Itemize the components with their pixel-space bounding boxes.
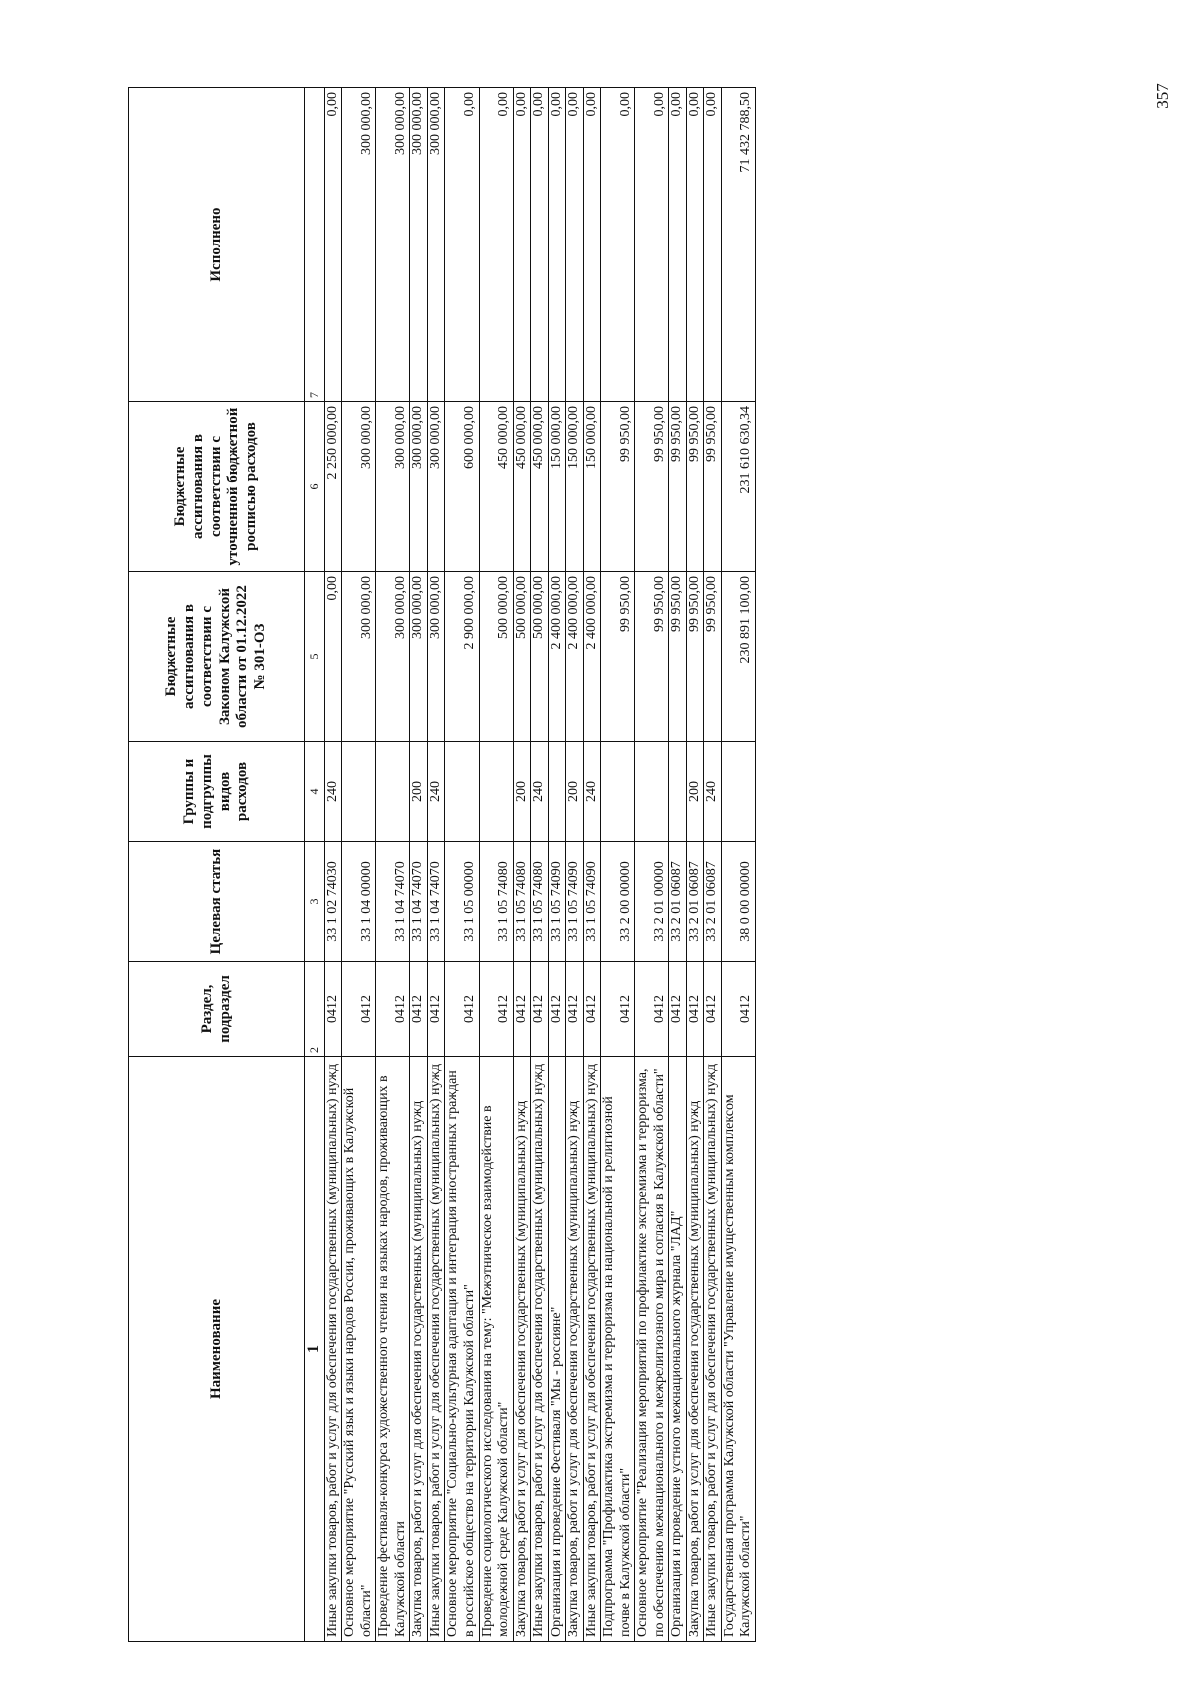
- header-section: Раздел, подраздел: [129, 962, 305, 1057]
- rotated-content: [128, 88, 1170, 1642]
- cell-group: 240: [324, 742, 342, 842]
- cell-refined-allocation: 450 000,00: [531, 402, 549, 572]
- cell-name: Проведение социологического исследования на тему: "Межэтническое взаимодействие в молодежной среде Калужской области": [479, 1057, 513, 1642]
- cell-name: Закупка товаров, работ и услуг для обеспечения государственных (муниципальных) нужд: [686, 1057, 704, 1642]
- cell-executed: 0,00: [601, 88, 635, 402]
- cell-law-allocation: 2 400 000,00: [548, 572, 566, 742]
- col-number: 6: [305, 402, 325, 572]
- cell-article: 33 2 01 06087: [686, 842, 704, 962]
- cell-group: [376, 742, 410, 842]
- cell-name: Закупка товаров, работ и услуг для обеспечения государственных (муниципальных) нужд: [566, 1057, 584, 1642]
- cell-refined-allocation: 300 000,00: [410, 402, 428, 572]
- cell-refined-allocation: 99 950,00: [601, 402, 635, 572]
- cell-article: 33 1 04 74070: [427, 842, 445, 962]
- cell-law-allocation: 99 950,00: [669, 572, 687, 742]
- col-number: 3: [305, 842, 325, 962]
- cell-section: 0412: [531, 962, 549, 1057]
- table-row: [686, 88, 704, 1642]
- cell-section: 0412: [601, 962, 635, 1057]
- cell-executed: 0,00: [479, 88, 513, 402]
- table-row: [635, 88, 669, 1642]
- cell-refined-allocation: 300 000,00: [342, 402, 376, 572]
- cell-refined-allocation: 99 950,00: [635, 402, 669, 572]
- col-number: 2: [305, 962, 325, 1057]
- cell-article: 33 2 01 00000: [635, 842, 669, 962]
- cell-executed: 71 432 788,50: [721, 88, 755, 402]
- cell-law-allocation: 500 000,00: [531, 572, 549, 742]
- cell-section: 0412: [324, 962, 342, 1057]
- cell-law-allocation: 500 000,00: [479, 572, 513, 742]
- cell-name: Проведение фестиваля-конкурса художественного чтения на языках народов, проживающих в Калужской области: [376, 1057, 410, 1642]
- cell-section: 0412: [513, 962, 531, 1057]
- cell-name: Закупка товаров, работ и услуг для обеспечения государственных (муниципальных) нужд: [410, 1057, 428, 1642]
- table-row: [669, 88, 687, 1642]
- cell-group: [635, 742, 669, 842]
- cell-group: 240: [583, 742, 601, 842]
- table-row: [601, 88, 635, 1642]
- cell-refined-allocation: 2 250 000,00: [324, 402, 342, 572]
- cell-executed: 0,00: [531, 88, 549, 402]
- cell-group: [669, 742, 687, 842]
- cell-refined-allocation: 300 000,00: [427, 402, 445, 572]
- cell-name: Закупка товаров, работ и услуг для обеспечения государственных (муниципальных) нужд: [513, 1057, 531, 1642]
- cell-article: 33 1 05 74080: [479, 842, 513, 962]
- table-row: [479, 88, 513, 1642]
- cell-name: Иные закупки товаров, работ и услуг для обеспечения государственных (муниципальных) нужд: [531, 1057, 549, 1642]
- cell-article: 33 1 04 00000: [342, 842, 376, 962]
- header-group: Группы и подгруппы видов расходов: [129, 742, 305, 842]
- cell-group: [721, 742, 755, 842]
- cell-section: 0412: [704, 962, 722, 1057]
- cell-article: 33 1 05 00000: [445, 842, 479, 962]
- cell-section: 0412: [721, 962, 755, 1057]
- cell-executed: 0,00: [583, 88, 601, 402]
- cell-refined-allocation: 99 950,00: [704, 402, 722, 572]
- cell-executed: 0,00: [566, 88, 584, 402]
- cell-law-allocation: 99 950,00: [635, 572, 669, 742]
- cell-refined-allocation: 300 000,00: [376, 402, 410, 572]
- cell-refined-allocation: 150 000,00: [548, 402, 566, 572]
- table-row: [583, 88, 601, 1642]
- cell-section: 0412: [635, 962, 669, 1057]
- cell-article: 33 2 01 06087: [704, 842, 722, 962]
- header-law-allocation: Бюджетные ассигнования в соответствии с Законом Калужской области от 01.12.2022 № 301-ОЗ: [129, 572, 305, 742]
- cell-group: 200: [686, 742, 704, 842]
- table-row: [513, 88, 531, 1642]
- cell-executed: 0,00: [704, 88, 722, 402]
- cell-group: 200: [513, 742, 531, 842]
- cell-law-allocation: 99 950,00: [704, 572, 722, 742]
- cell-law-allocation: 2 400 000,00: [583, 572, 601, 742]
- cell-refined-allocation: 99 950,00: [686, 402, 704, 572]
- cell-group: 240: [531, 742, 549, 842]
- header-row: [129, 88, 305, 1642]
- cell-article: 33 1 05 74080: [513, 842, 531, 962]
- cell-executed: 0,00: [669, 88, 687, 402]
- cell-group: [548, 742, 566, 842]
- table-body: [324, 88, 755, 1642]
- cell-law-allocation: 2 400 000,00: [566, 572, 584, 742]
- cell-group: [342, 742, 376, 842]
- cell-refined-allocation: 231 610 630,34: [721, 402, 755, 572]
- cell-law-allocation: 300 000,00: [427, 572, 445, 742]
- cell-law-allocation: 2 900 000,00: [445, 572, 479, 742]
- cell-refined-allocation: 99 950,00: [669, 402, 687, 572]
- cell-refined-allocation: 150 000,00: [566, 402, 584, 572]
- table-row: [531, 88, 549, 1642]
- cell-executed: 0,00: [686, 88, 704, 402]
- cell-refined-allocation: 600 000,00: [445, 402, 479, 572]
- table-row: [445, 88, 479, 1642]
- table-row: [548, 88, 566, 1642]
- cell-name: Иные закупки товаров, работ и услуг для обеспечения государственных (муниципальных) нужд: [704, 1057, 722, 1642]
- header-name: Наименование: [129, 1057, 305, 1642]
- cell-name: Основное мероприятие "Социально-культурная адаптация и интеграция иностранных граждан в российское общество на территории Калужской области": [445, 1057, 479, 1642]
- cell-executed: 0,00: [445, 88, 479, 402]
- cell-article: 33 2 00 00000: [601, 842, 635, 962]
- cell-law-allocation: 500 000,00: [513, 572, 531, 742]
- cell-law-allocation: 300 000,00: [410, 572, 428, 742]
- cell-executed: 0,00: [548, 88, 566, 402]
- cell-refined-allocation: 450 000,00: [513, 402, 531, 572]
- table-row: [342, 88, 376, 1642]
- cell-name: Основное мероприятие "Реализация мероприятий по профилактике экстремизма и терроризма, по обеспечению межнационального и межрелигиозного мира и согласия в Калужской области": [635, 1057, 669, 1642]
- cell-law-allocation: 99 950,00: [601, 572, 635, 742]
- cell-refined-allocation: 150 000,00: [583, 402, 601, 572]
- table-row: [721, 88, 755, 1642]
- cell-law-allocation: 300 000,00: [342, 572, 376, 742]
- cell-section: 0412: [410, 962, 428, 1057]
- table-row: [410, 88, 428, 1642]
- cell-article: 38 0 00 00000: [721, 842, 755, 962]
- header-refined-allocation: Бюджетные ассигнования в соответствии с уточненной бюджетной росписью расходов: [129, 402, 305, 572]
- table-row: [704, 88, 722, 1642]
- cell-article: 33 1 02 74030: [324, 842, 342, 962]
- cell-section: 0412: [342, 962, 376, 1057]
- header-executed: Исполнено: [129, 88, 305, 402]
- cell-executed: 300 000,00: [427, 88, 445, 402]
- cell-section: 0412: [669, 962, 687, 1057]
- column-number-row: [305, 88, 325, 1642]
- table-row: [376, 88, 410, 1642]
- cell-law-allocation: 230 891 100,00: [721, 572, 755, 742]
- cell-group: 240: [704, 742, 722, 842]
- cell-article: 33 1 05 74090: [548, 842, 566, 962]
- cell-article: 33 1 05 74090: [566, 842, 584, 962]
- cell-refined-allocation: 450 000,00: [479, 402, 513, 572]
- cell-name: Иные закупки товаров, работ и услуг для обеспечения государственных (муниципальных) нужд: [427, 1057, 445, 1642]
- header-article: Целевая статья: [129, 842, 305, 962]
- cell-section: 0412: [479, 962, 513, 1057]
- col-number: 1: [305, 1057, 325, 1642]
- cell-section: 0412: [566, 962, 584, 1057]
- budget-table: [128, 87, 756, 1642]
- cell-executed: 0,00: [324, 88, 342, 402]
- cell-executed: 300 000,00: [342, 88, 376, 402]
- page-number: 357: [1153, 83, 1172, 109]
- col-number: 7: [305, 88, 325, 402]
- cell-article: 33 1 05 74090: [583, 842, 601, 962]
- table-row: [324, 88, 342, 1642]
- cell-section: 0412: [376, 962, 410, 1057]
- cell-name: Организация и проведение Фестиваля "Мы - россияне": [548, 1057, 566, 1642]
- cell-group: 200: [566, 742, 584, 842]
- col-number: 4: [305, 742, 325, 842]
- cell-name: Иные закупки товаров, работ и услуг для обеспечения государственных (муниципальных) нужд: [583, 1057, 601, 1642]
- cell-section: 0412: [548, 962, 566, 1057]
- cell-name: Государственная программа Калужской области "Управление имущественным комплексом Калужской области": [721, 1057, 755, 1642]
- cell-group: 240: [427, 742, 445, 842]
- cell-group: [479, 742, 513, 842]
- table-row: [427, 88, 445, 1642]
- col-number: 5: [305, 572, 325, 742]
- cell-law-allocation: 99 950,00: [686, 572, 704, 742]
- cell-executed: 300 000,00: [376, 88, 410, 402]
- cell-article: 33 2 01 06087: [669, 842, 687, 962]
- cell-article: 33 1 04 74070: [410, 842, 428, 962]
- cell-law-allocation: 300 000,00: [376, 572, 410, 742]
- table-row: [566, 88, 584, 1642]
- cell-executed: 0,00: [513, 88, 531, 402]
- cell-section: 0412: [583, 962, 601, 1057]
- cell-name: Организация и проведение устного межнационального журнала "ЛАД": [669, 1057, 687, 1642]
- cell-name: Основное мероприятие "Русский язык и языки народов России, проживающих в Калужской области": [342, 1057, 376, 1642]
- cell-group: 200: [410, 742, 428, 842]
- cell-group: [601, 742, 635, 842]
- cell-name: Иные закупки товаров, работ и услуг для обеспечения государственных (муниципальных) нужд: [324, 1057, 342, 1642]
- cell-section: 0412: [686, 962, 704, 1057]
- rotated-page: [128, 88, 1170, 1642]
- cell-article: 33 1 05 74080: [531, 842, 549, 962]
- cell-article: 33 1 04 74070: [376, 842, 410, 962]
- cell-name: Подпрограмма "Профилактика экстремизма и терроризма на национальной и религиозной почве в Калужской области": [601, 1057, 635, 1642]
- cell-section: 0412: [445, 962, 479, 1057]
- cell-executed: 0,00: [635, 88, 669, 402]
- cell-group: [445, 742, 479, 842]
- cell-law-allocation: 0,00: [324, 572, 342, 742]
- cell-executed: 300 000,00: [410, 88, 428, 402]
- cell-section: 0412: [427, 962, 445, 1057]
